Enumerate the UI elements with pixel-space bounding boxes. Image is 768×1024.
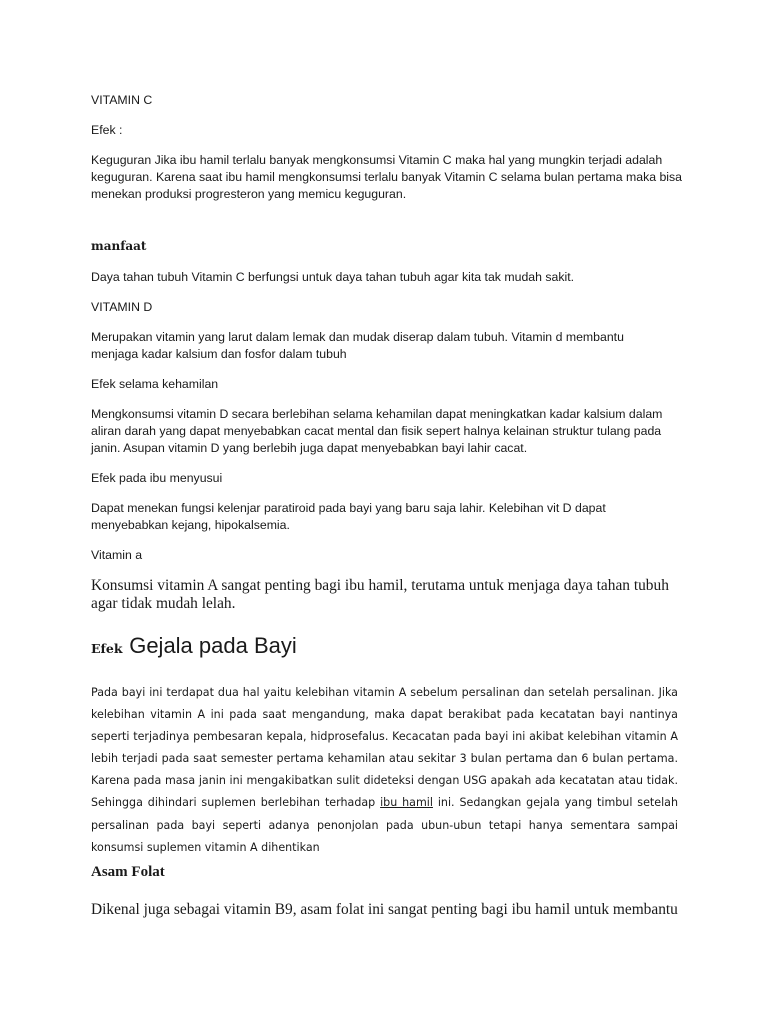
- vitamin-c-manfaat-text: Daya tahan tubuh Vitamin C berfungsi untuk daya tahan tubuh agar kita tak mudah sakit.: [91, 270, 575, 284]
- vitamin-d-heading: VITAMIN D: [91, 300, 153, 314]
- vitamin-d-intro: Merupakan vitamin yang larut dalam lemak dan mudak diserap dalam tubuh. Vitamin d membantu menjaga kadar kalsium dan fosfor dalam tubuh: [91, 330, 624, 361]
- vitamin-d-efek-kehamilan-label: Efek selama kehamilan: [91, 377, 219, 391]
- asam-folat-intro: Dikenal juga sebagai vitamin B9, asam folat ini sangat penting bagi ibu hamil untuk membantu: [91, 901, 678, 918]
- gejala-heading-title: Gejala pada Bayi: [129, 633, 297, 658]
- vitamin-d-efek-kehamilan-text: Mengkonsumsi vitamin D secara berlebihan selama kehamilan dapat meningkatkan kadar kalsium dalam aliran darah yang dapat menyebabkan cacat mental dan fisik sepert halnya kelainan struktur tulang pada janin. Asupan vitamin D yang berlebih juga dapat menyebabkan bayi lahir cacat.: [91, 407, 663, 455]
- vitamin-a-heading: Vitamin a: [91, 548, 143, 562]
- gejala-body: [91, 682, 678, 859]
- ibu-hamil-link[interactable]: ibu hamil: [380, 796, 433, 810]
- vitamin-c-manfaat-label: manfaat: [91, 239, 147, 253]
- gejala-heading-efek: Efek: [91, 641, 123, 656]
- vitamin-c-efek-label: Efek :: [91, 123, 123, 137]
- gejala-body-part2: ini. Sedangkan gejala yang timbul setelah persalinan pada bayi seperti adanya penonjolan pada ubun-ubun tetapi hanya sementara sampai konsumsi suplemen vitamin A dihentikan: [91, 796, 679, 854]
- vitamin-a-intro: Konsumsi vitamin A sangat penting bagi ibu hamil, terutama untuk menjaga daya tahan tubuh agar tidak mudah lelah.: [91, 577, 669, 612]
- vitamin-d-efek-menyusui-text: Dapat menekan fungsi kelenjar paratiroid pada bayi yang baru saja lahir. Kelebihan vit D dapat menyebabkan kejang, hipokalsemia.: [91, 501, 606, 532]
- vitamin-c-efek-text: Keguguran Jika ibu hamil terlalu banyak mengkonsumsi Vitamin C maka hal yang mungkin terjadi adalah keguguran. Karena saat ibu hamil mengkonsumsi terlalu banyak Vitamin C selama bulan pertama maka bisa menekan produksi progresteron yang memicu keguguran.: [91, 153, 683, 201]
- gejala-heading: [91, 632, 297, 660]
- vitamin-d-efek-menyusui-label: Efek pada ibu menyusui: [91, 471, 223, 485]
- gejala-body-part1: Pada bayi ini terdapat dua hal yaitu kelebihan vitamin A sebelum persalinan dan setelah persalinan. Jika kelebihan vitamin A ini pada saat mengandung, maka dapat berakibat pada kecatatan bayi nantinya seperti terjadinya pembesaran kepala, hidprosefalus. Kecacatan pada bayi ini akibat kelebihan vitamin A lebih terjadi pada saat semester pertama kehamilan atau sekitar 3 bulan pertama dan 6 bulan pertama. Karena pada masa janin ini mengakibatkan sulit dideteksi dengan USG apakah ada kecatatan atau tidak. Sehingga dihindari suplemen berlebihan terhadap: [91, 686, 678, 810]
- vitamin-c-heading: VITAMIN C: [91, 93, 153, 107]
- asam-folat-heading: Asam Folat: [91, 864, 165, 880]
